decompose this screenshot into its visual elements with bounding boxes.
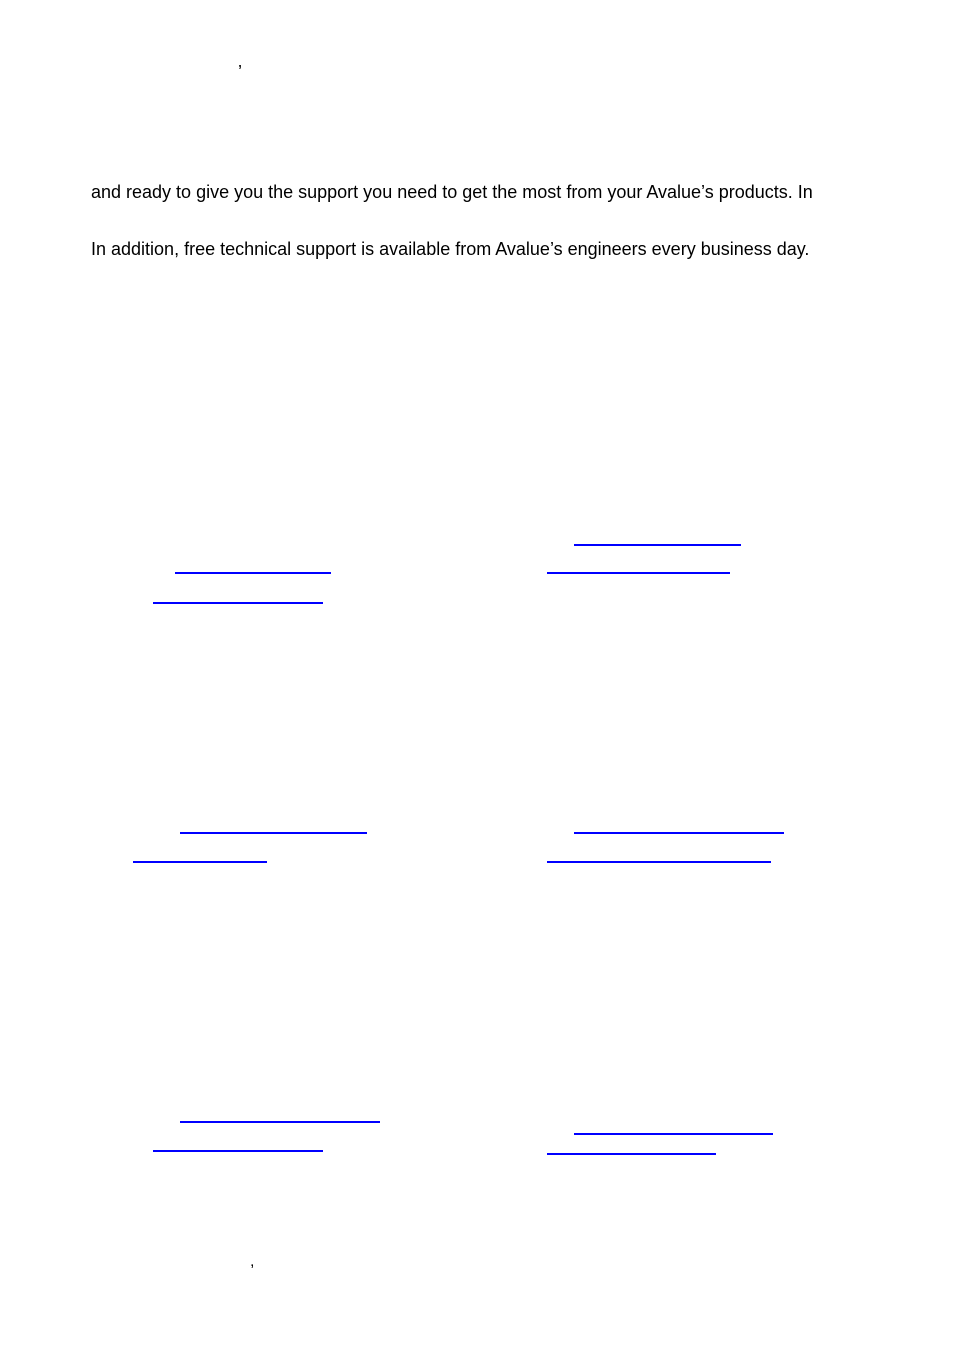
intro-line-2: In addition, free technical support is available from Avalue’s engineers every business day. [91, 239, 810, 259]
contact-link-1-left-a[interactable] [175, 572, 331, 574]
contact-link-1-left-b[interactable] [153, 602, 323, 604]
contact-link-1-right-b[interactable] [547, 572, 730, 574]
contact-link-3-right-b[interactable] [547, 1153, 716, 1155]
contact-link-2-right-b[interactable] [547, 861, 771, 863]
intro-line-1: and ready to give you the support you need to get the most from your Avalue’s products. In [91, 182, 813, 202]
contact-link-2-left-b[interactable] [133, 861, 267, 863]
contact-link-3-left-b[interactable] [153, 1150, 323, 1152]
header-apostrophe: ’ [238, 62, 242, 82]
contact-link-3-left-a[interactable] [180, 1121, 380, 1123]
contact-link-1-right-a[interactable] [574, 544, 741, 546]
contact-link-3-right-a[interactable] [574, 1133, 773, 1135]
footer-comma: , [250, 1253, 255, 1270]
contact-link-2-right-a[interactable] [574, 832, 784, 834]
contact-link-2-left-a[interactable] [180, 832, 367, 834]
